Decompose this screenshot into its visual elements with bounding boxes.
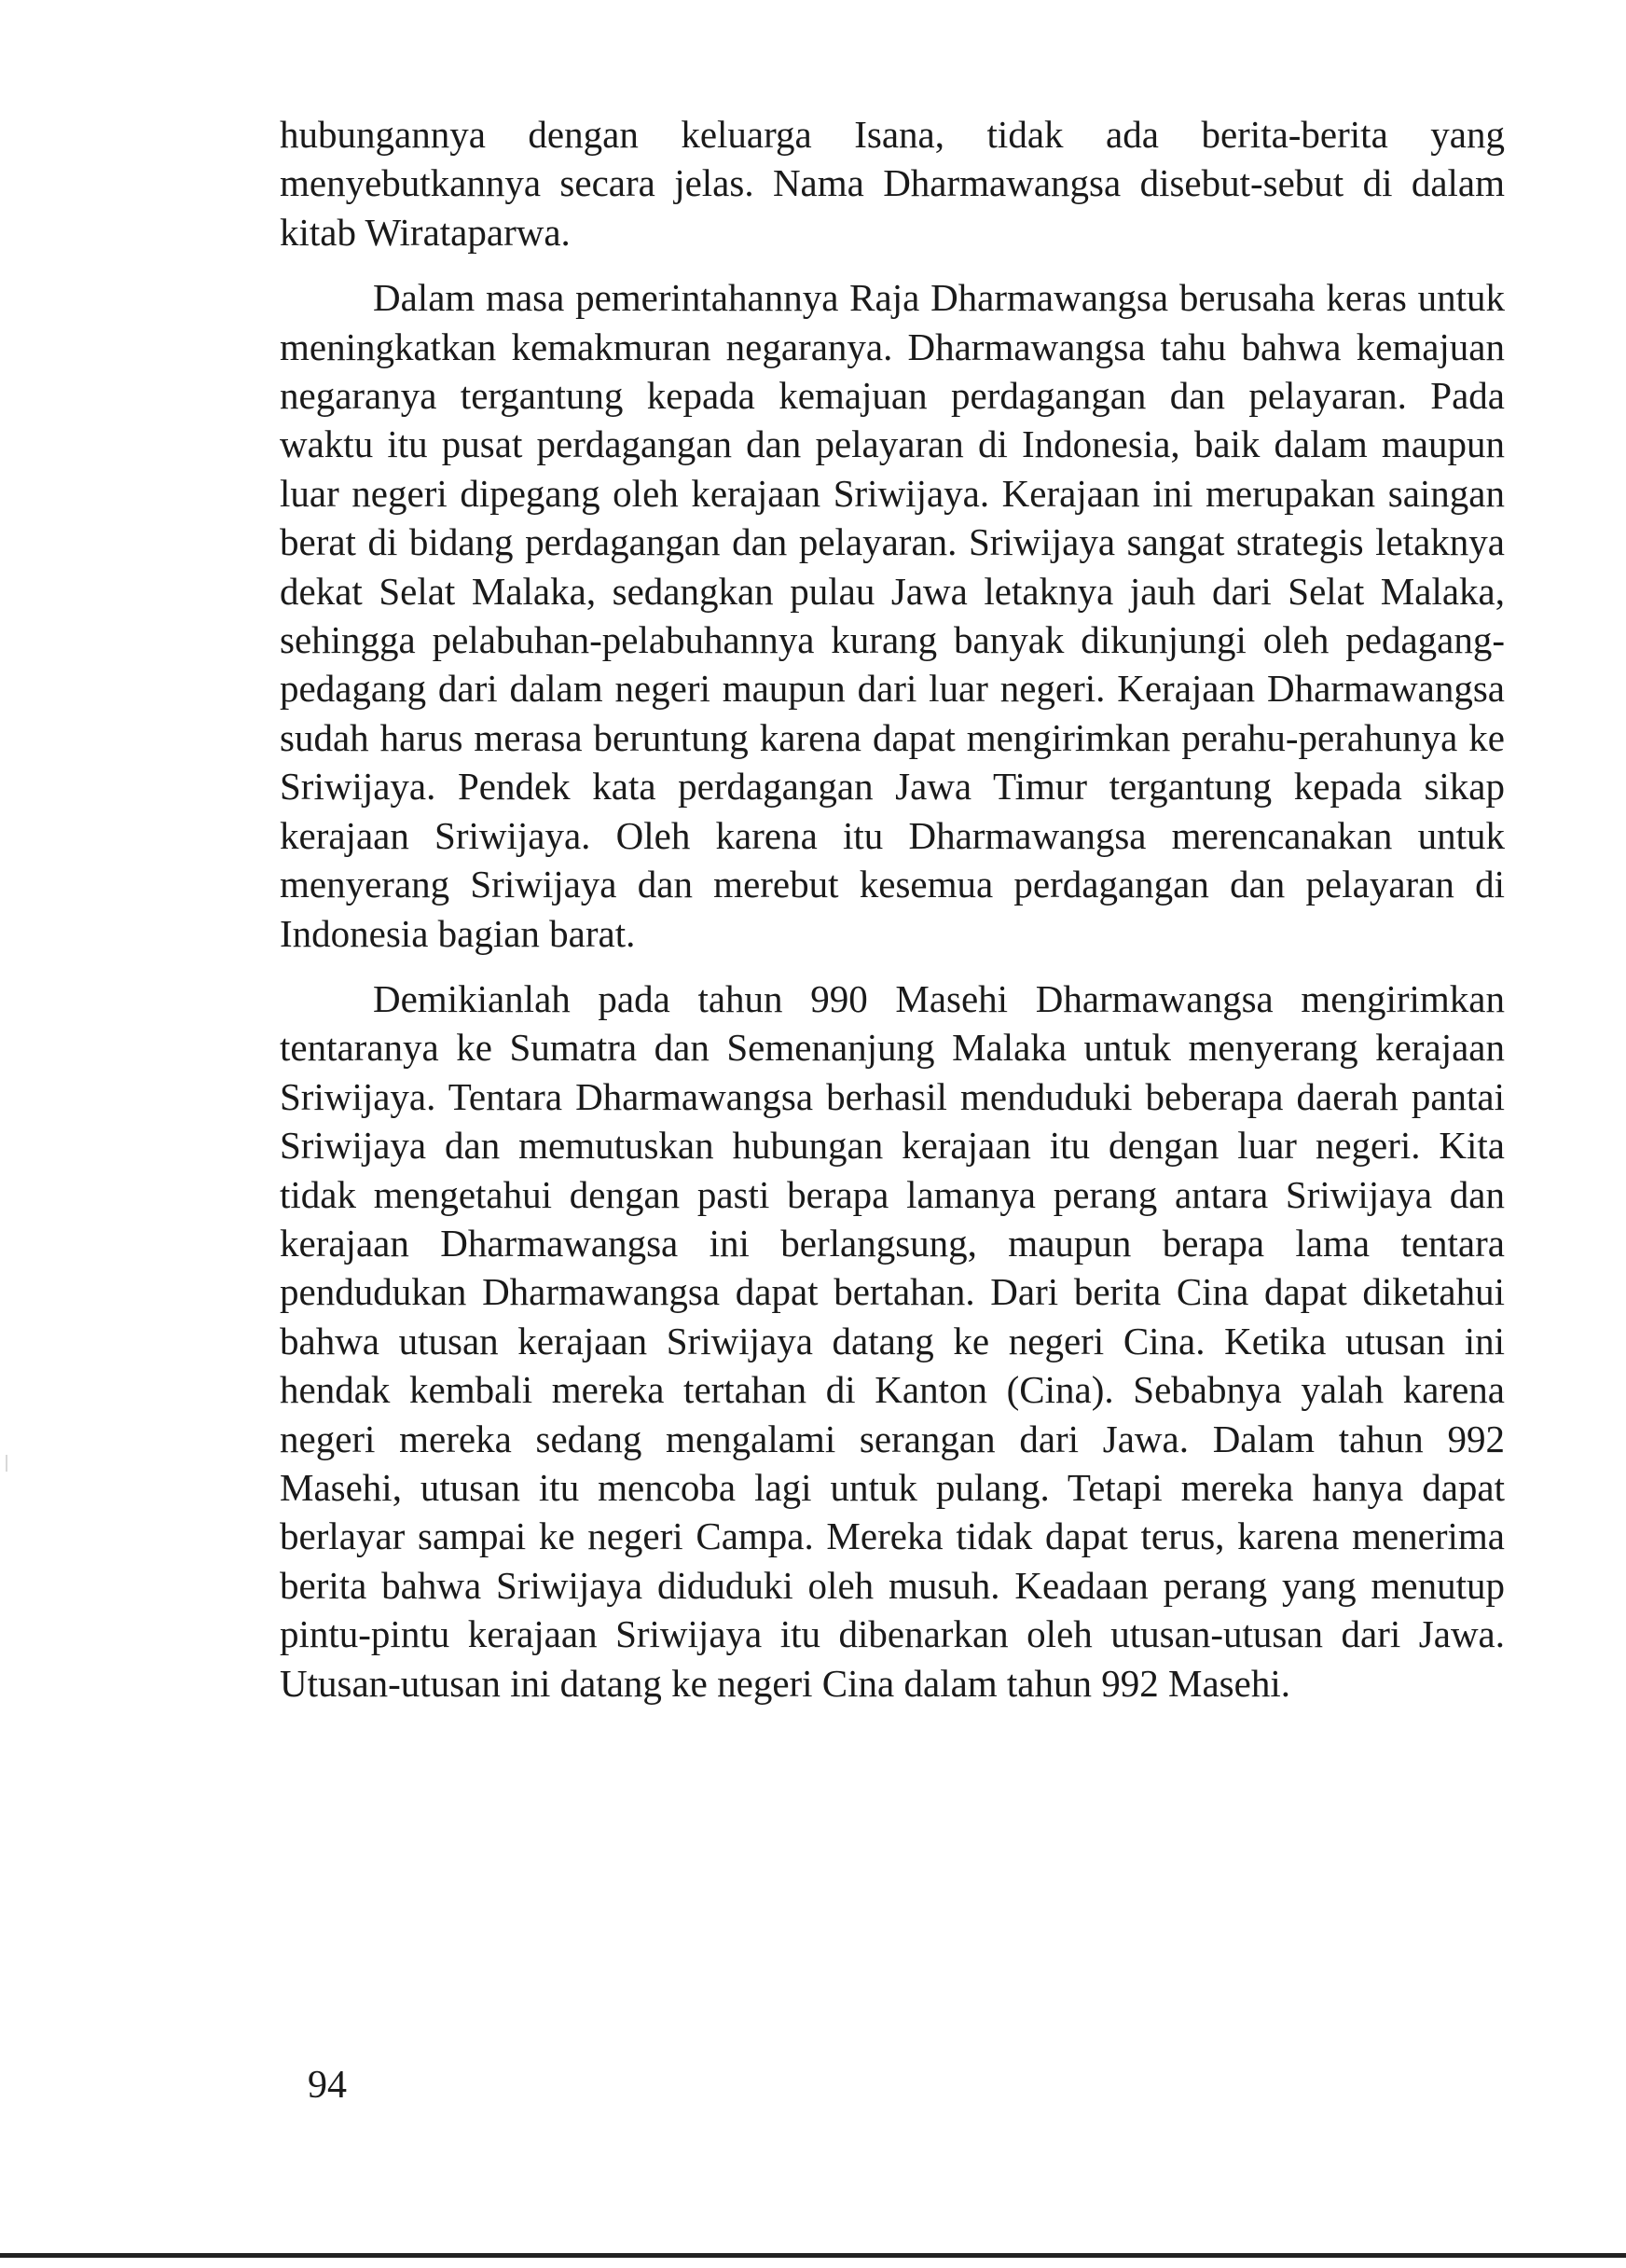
- page-number: 94: [308, 2064, 347, 2107]
- scan-speck: [6, 1455, 7, 1472]
- paragraph: Dalam masa pemerintahannya Raja Dharmawangsa berusaha keras untuk meningkatkan kemakmuran negaranya. Dharmawangsa tahu bahwa kemajuan negaranya tergantung kepada kemajuan perdagangan dan pelayaran. Pada waktu itu pusat perdagangan dan pelayaran di Indonesia, baik dalam maupun luar negeri dipegang oleh kerajaan Sriwijaya. Kerajaan ini merupakan saingan berat di bidang perdagangan dan pelayaran. Sriwijaya sangat strategis letaknya dekat Selat Malaka, sedangkan pulau Jawa letaknya jauh dari Selat Malaka, sehingga pelabuhan-pelabuhannya kurang banyak dikunjungi oleh pedagang-pedagang dari dalam negeri maupun dari luar negeri. Kerajaan Dharmawangsa sudah harus merasa beruntung karena dapat mengirimkan perahu-perahunya ke Sriwijaya. Pendek kata perdagangan Jawa Timur tergantung kepada sikap kerajaan Sriwijaya. Oleh karena itu Dharmawangsa merencanakan untuk menyerang Sriwijaya dan merebut kesemua perdagangan dan pelayaran di Indonesia bagian barat.: [280, 276, 1505, 955]
- paragraph: Demikianlah pada tahun 990 Masehi Dharmawangsa mengirimkan tentaranya ke Sumatra dan Semenanjung Malaka untuk menyerang kerajaan Sriwijaya. Tentara Dharmawangsa berhasil menduduki beberapa daerah pantai Sriwijaya dan memutuskan hubungan kerajaan itu dengan luar negeri. Kita tidak mengetahui dengan pasti berapa lamanya perang antara Sriwijaya dan kerajaan Dharmawangsa ini berlangsung, maupun berapa lama tentara pendudukan Dharmawangsa dapat bertahan. Dari berita Cina dapat diketahui bahwa utusan kerajaan Sriwijaya datang ke negeri Cina. Ketika utusan ini hendak kembali mereka tertahan di Kanton (Cina). Sebabnya yalah karena negeri mereka sedang mengalami serangan dari Jawa. Dalam tahun 992 Masehi, utusan itu mencoba lagi untuk pulang. Tetapi mereka hanya dapat berlayar sampai ke negeri Campa. Mereka tidak dapat terus, karena menerima berita bahwa Sriwijaya diduduki oleh musuh. Keadaan perang yang menutup pintu-pintu kerajaan Sriwijaya itu dibenarkan oleh utusan-utusan dari Jawa. Utusan-utusan ini datang ke negeri Cina dalam tahun 992 Masehi.: [280, 976, 1505, 1705]
- bottom-rule: [0, 2253, 1626, 2258]
- body-text: [280, 110, 1505, 1708]
- paragraph: hubungannya dengan keluarga Isana, tidak ada berita-berita yang menyebutkannya secara jelas. Nama Dharmawangsa disebut-sebut di dalam kitab Wirataparwa.: [280, 113, 1505, 254]
